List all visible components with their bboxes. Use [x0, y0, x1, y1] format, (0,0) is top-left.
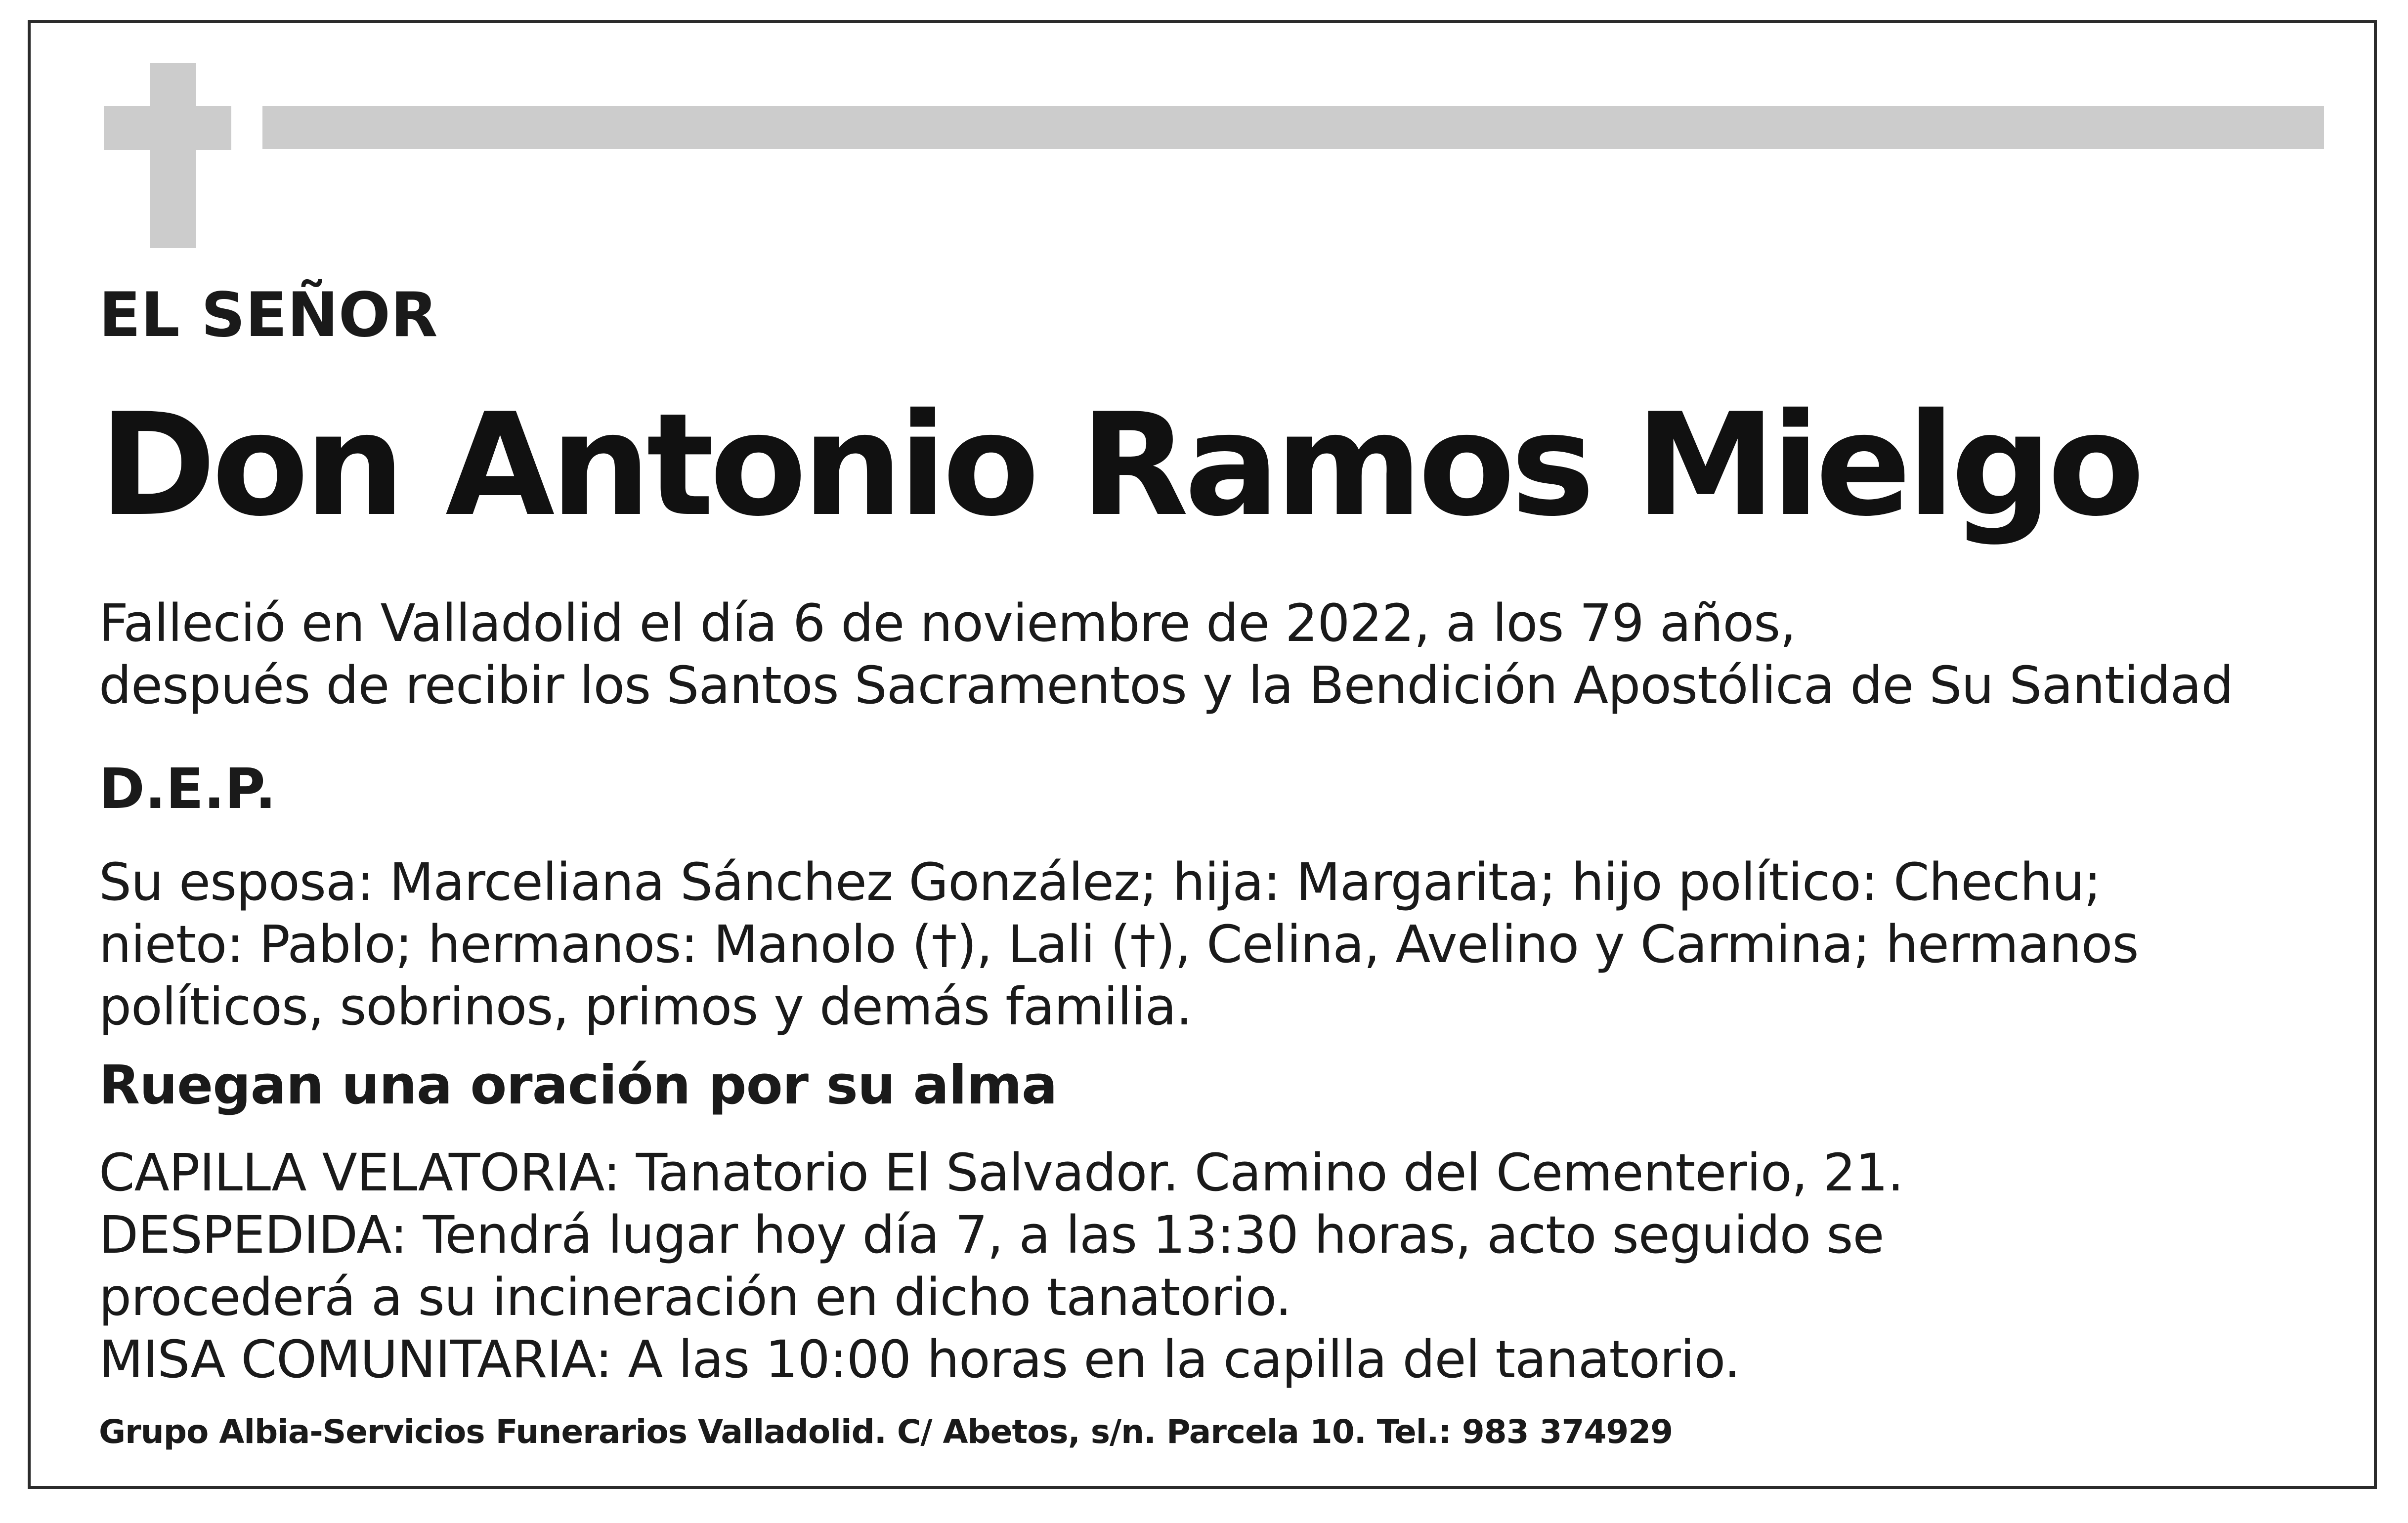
family-line: políticos, sobrinos, primos y demás familia. — [99, 976, 1192, 1037]
service-line: DESPEDIDA: Tendrá lugar hoy día 7, a las 13:30 horas, acto seguido se — [99, 1205, 1884, 1265]
dep-label: D.E.P. — [99, 757, 276, 821]
family-list — [99, 851, 2139, 1038]
family-line: nieto: Pablo; hermanos: Manolo (†), Lali (†), Celina, Avelino y Carmina; hermanos — [99, 914, 2139, 974]
service-line: CAPILLA VELATORIA: Tanatorio El Salvador. Camino del Cementerio, 21. — [99, 1142, 1904, 1203]
death-notice-line: Falleció en Valladolid el día 6 de noviembre de 2022, a los 79 años, — [99, 593, 1796, 653]
cross-horizontal-bar — [104, 106, 231, 150]
service-line: MISA COMUNITARIA: A las 10:00 horas en la capilla del tanatorio. — [99, 1329, 1740, 1390]
prayer-request: Ruegan una oración por su alma — [99, 1055, 1057, 1116]
salutation: EL SEÑOR — [99, 280, 438, 351]
deceased-name: Don Antonio Ramos Mielgo — [99, 383, 2141, 548]
funeral-home-footer: Grupo Albia-Servicios Funerarios Valladolid. C/ Abetos, s/n. Parcela 10. Tel.: 983 374929 — [99, 1413, 1673, 1451]
death-notice-line: después de recibir los Santos Sacramentos y la Bendición Apostólica de Su Santidad — [99, 655, 2234, 716]
header-rule — [262, 106, 2324, 149]
service-line: procederá a su incineración en dicho tanatorio. — [99, 1267, 1291, 1327]
death-notice — [99, 592, 2233, 717]
cross-vertical-bar — [150, 63, 196, 248]
family-line: Su esposa: Marceliana Sánchez González; hija: Margarita; hijo político: Chechu; — [99, 852, 2101, 912]
service-details — [99, 1142, 1903, 1391]
